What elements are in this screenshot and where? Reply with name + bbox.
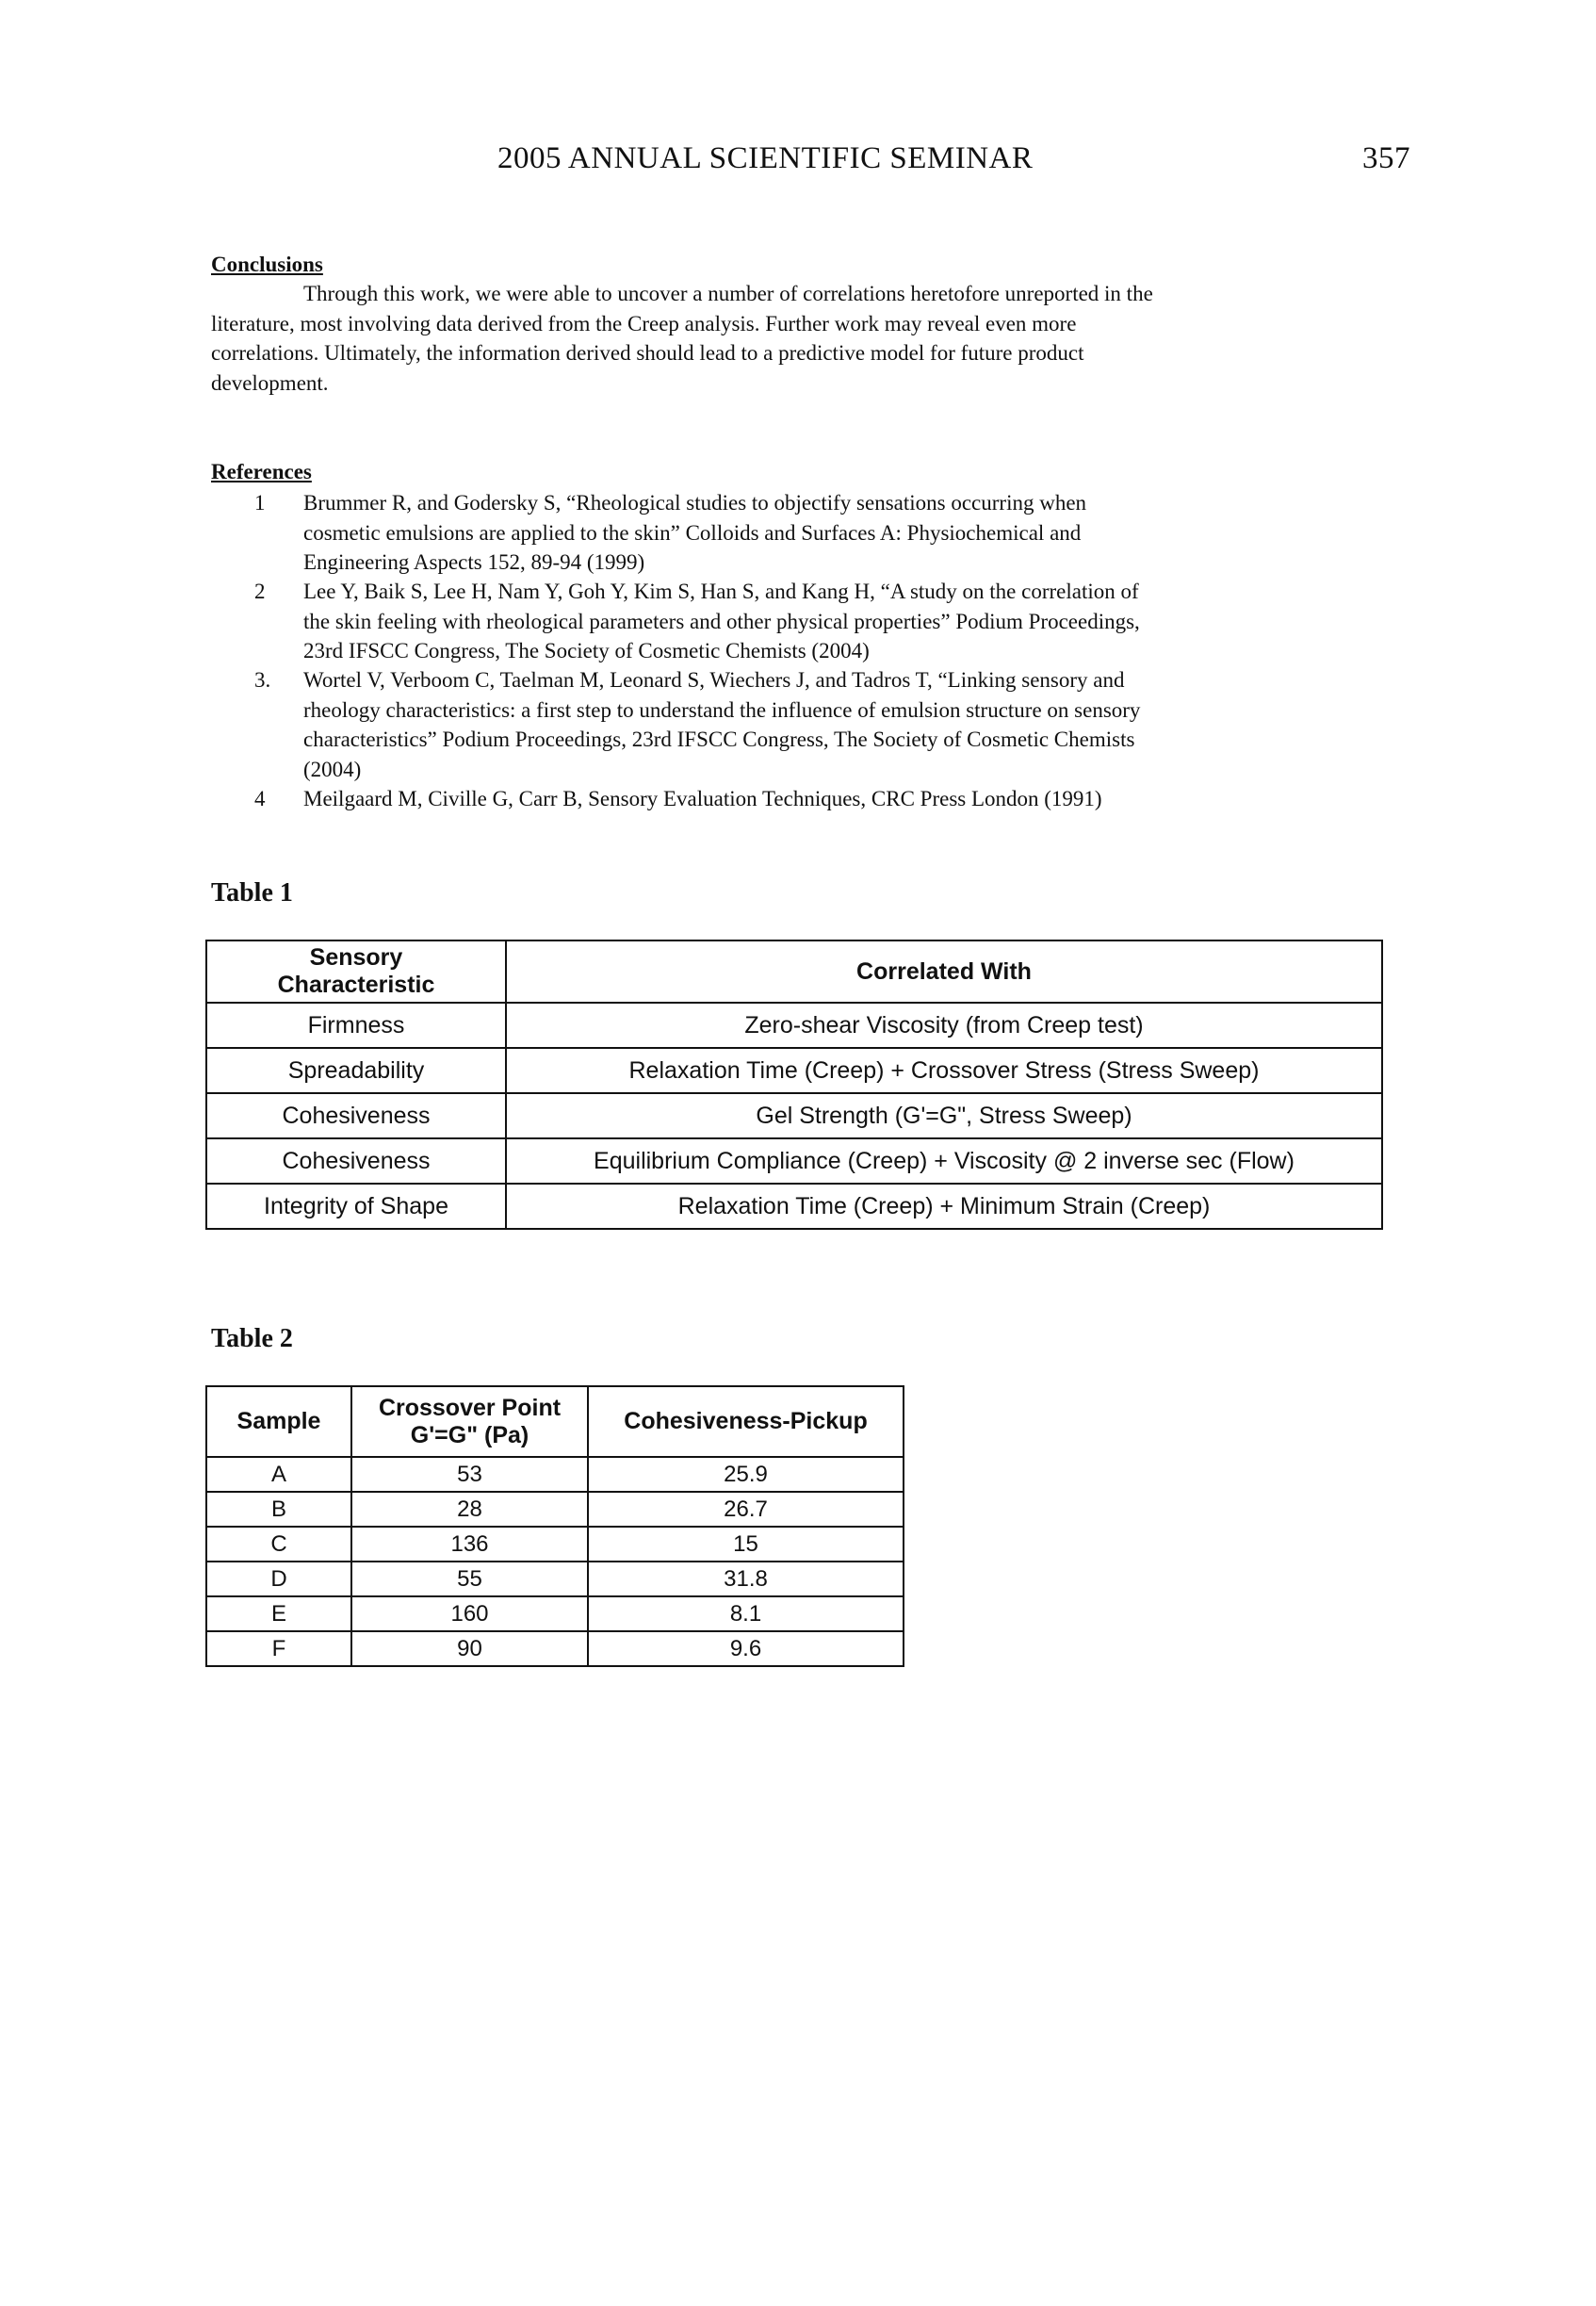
- reference-line: the skin feeling with rheological parameters and other physical properties” Podium Proceedings,: [303, 609, 1140, 633]
- table-row: [206, 1631, 904, 1666]
- reference-line: (2004): [303, 757, 362, 781]
- reference-line: Wortel V, Verboom C, Taelman M, Leonard S, Wiechers J, and Tadros T, “Linking sensory and: [303, 668, 1125, 692]
- table-cell: C: [206, 1527, 351, 1562]
- table-row: [206, 1596, 904, 1631]
- reference-line: 23rd IFSCC Congress, The Society of Cosmetic Chemists (2004): [303, 639, 870, 662]
- table-cell: Relaxation Time (Creep) + Minimum Strain (Creep): [506, 1184, 1382, 1229]
- table-cell: B: [206, 1492, 351, 1527]
- table-cell: Integrity of Shape: [206, 1184, 506, 1229]
- table-cell: 8.1: [588, 1596, 904, 1631]
- reference-line: Brummer R, and Godersky S, “Rheological studies to objectify sensations occurring when: [303, 491, 1087, 515]
- table-header-row: [206, 940, 1382, 1003]
- reference-item: [211, 665, 1342, 784]
- table-cell: E: [206, 1596, 351, 1631]
- paragraph-line: development.: [211, 370, 329, 395]
- reference-item: [211, 784, 1342, 814]
- table-cell: Cohesiveness: [206, 1138, 506, 1184]
- table-row: [206, 1138, 1382, 1184]
- table2: [205, 1385, 904, 1667]
- reference-line: Engineering Aspects 152, 89-94 (1999): [303, 550, 645, 574]
- table-cell: Equilibrium Compliance (Creep) + Viscosity @ 2 inverse sec (Flow): [506, 1138, 1382, 1184]
- table-header-row: [206, 1386, 904, 1457]
- table-cell: 53: [351, 1457, 588, 1492]
- reference-item: [211, 488, 1342, 578]
- table-cell: 90: [351, 1631, 588, 1666]
- table-cell: Firmness: [206, 1003, 506, 1048]
- reference-line: Lee Y, Baik S, Lee H, Nam Y, Goh Y, Kim S, Han S, and Kang H, “A study on the correlation of: [303, 580, 1139, 603]
- table-cell: 26.7: [588, 1492, 904, 1527]
- table-cell: Spreadability: [206, 1048, 506, 1093]
- table-cell: Gel Strength (G'=G", Stress Sweep): [506, 1093, 1382, 1138]
- table-cell: 25.9: [588, 1457, 904, 1492]
- conclusions-heading: Conclusions: [211, 253, 323, 276]
- reference-line: Meilgaard M, Civille G, Carr B, Sensory Evaluation Techniques, CRC Press London (1991): [303, 787, 1102, 810]
- table-cell: Cohesiveness: [206, 1093, 506, 1138]
- table2-label: Table 2: [211, 1324, 293, 1353]
- table-cell: Zero-shear Viscosity (from Creep test): [506, 1003, 1382, 1048]
- table-cell: D: [206, 1562, 351, 1596]
- table-row: [206, 1562, 904, 1596]
- table-row: [206, 1184, 1382, 1229]
- references-heading: References: [211, 460, 312, 483]
- table-cell: F: [206, 1631, 351, 1666]
- table-row: [206, 1093, 1382, 1138]
- table-cell: 55: [351, 1562, 588, 1596]
- table-cell: 160: [351, 1596, 588, 1631]
- column-header: Crossover Point G'=G" (Pa): [351, 1386, 588, 1457]
- table-cell: 9.6: [588, 1631, 904, 1666]
- reference-number: 1: [254, 491, 266, 515]
- page-number: 357: [1362, 141, 1410, 175]
- table-cell: A: [206, 1457, 351, 1492]
- table-cell: 15: [588, 1527, 904, 1562]
- table-cell: Relaxation Time (Creep) + Crossover Stress (Stress Sweep): [506, 1048, 1382, 1093]
- paragraph-line: literature, most involving data derived from the Creep analysis. Further work may reveal even more: [211, 311, 1077, 335]
- table-row: [206, 1527, 904, 1562]
- paragraph-line: Through this work, we were able to uncover a number of correlations heretofore unreported in the: [303, 282, 1153, 305]
- reference-line: rheology characteristics: a first step to understand the influence of emulsion structure on sensory: [303, 697, 1141, 722]
- table1-label: Table 1: [211, 878, 293, 908]
- table1: [205, 940, 1383, 1230]
- table-row: [206, 1048, 1382, 1093]
- reference-line: characteristics” Podium Proceedings, 23rd IFSCC Congress, The Society of Cosmetic Chemists: [303, 728, 1135, 751]
- column-header: Cohesiveness-Pickup: [588, 1386, 904, 1457]
- column-header: Sample: [206, 1386, 351, 1457]
- table-row: [206, 1457, 904, 1492]
- reference-number: 3.: [254, 668, 271, 692]
- reference-item: [211, 577, 1342, 666]
- running-header-title: 2005 ANNUAL SCIENTIFIC SEMINAR: [497, 141, 1034, 175]
- reference-line: cosmetic emulsions are applied to the skin” Colloids and Surfaces A: Physiochemical and: [303, 520, 1082, 545]
- reference-number: 2: [254, 580, 266, 603]
- paragraph-line: correlations. Ultimately, the information derived should lead to a predictive model for future product: [211, 341, 1084, 365]
- table-row: [206, 1492, 904, 1527]
- table-cell: 31.8: [588, 1562, 904, 1596]
- conclusions-paragraph: [211, 279, 1370, 398]
- column-header: Correlated With: [506, 940, 1382, 1003]
- table-cell: 136: [351, 1527, 588, 1562]
- column-header: Sensory Characteristic: [206, 940, 506, 1003]
- table-cell: 28: [351, 1492, 588, 1527]
- table-row: [206, 1003, 1382, 1048]
- reference-number: 4: [254, 787, 266, 810]
